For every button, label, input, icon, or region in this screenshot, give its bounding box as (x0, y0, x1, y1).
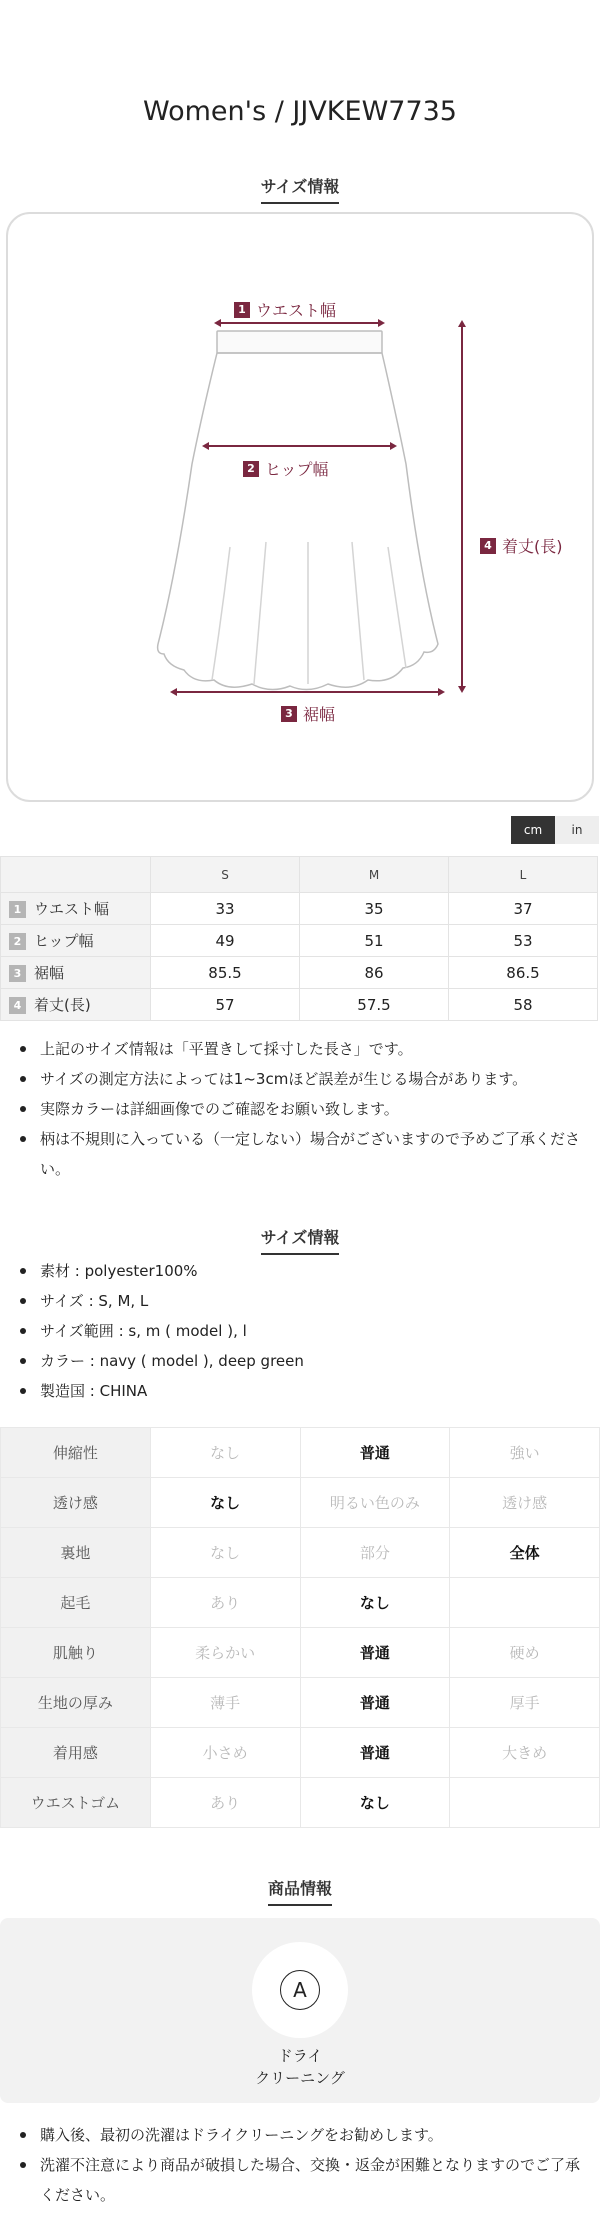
hip-text: ヒップ幅 (265, 460, 329, 479)
list-item: 製造国 : CHINA (0, 1376, 600, 1406)
row-number: 3 (9, 965, 26, 982)
row-label-text: 裾幅 (34, 964, 65, 982)
feature-label: ウエストゴム (1, 1778, 151, 1828)
row-label (1, 893, 151, 925)
table-cell: 86 (300, 957, 449, 989)
list-item: 上記のサイズ情報は「平置きして採寸した長さ」です。 (0, 1034, 600, 1064)
table-cell: 33 (151, 893, 300, 925)
feature-row (1, 1578, 600, 1628)
feature-option-selected: 全体 (450, 1528, 600, 1578)
row-label (1, 957, 151, 989)
table-cell: 58 (449, 989, 598, 1021)
table-row (1, 893, 598, 925)
feature-row (1, 1678, 600, 1728)
feature-option: あり (150, 1578, 300, 1628)
feature-option: 柔らかい (150, 1628, 300, 1678)
feature-label: 裏地 (1, 1528, 151, 1578)
feature-option: 硬め (450, 1628, 600, 1678)
feature-row (1, 1778, 600, 1828)
feature-option-selected: 普通 (300, 1628, 450, 1678)
waist-text: ウエスト幅 (256, 301, 337, 320)
feature-label: 透け感 (1, 1478, 151, 1528)
feature-option: あり (150, 1778, 300, 1828)
feature-option: なし (150, 1528, 300, 1578)
list-item: サイズの測定方法によっては1~3cmほど誤差が生じる場合があります。 (0, 1064, 600, 1094)
feature-label: 伸縮性 (1, 1428, 151, 1478)
feature-row (1, 1428, 600, 1478)
table-row (1, 957, 598, 989)
spec-list (0, 1256, 600, 1406)
feature-option: 大きめ (450, 1728, 600, 1778)
row-number: 1 (9, 901, 26, 918)
skirt-outline (158, 331, 438, 690)
unit-cm-button[interactable]: cm (511, 816, 555, 844)
care-label (0, 2045, 600, 2089)
size-table-corner (1, 857, 151, 893)
size-notes (0, 1034, 600, 1184)
waist-label (234, 298, 336, 321)
size-table-header (1, 857, 598, 893)
list-item: 購入後、最初の洗濯はドライクリーニングをお勧めします。 (0, 2120, 600, 2150)
feature-option: 厚手 (450, 1678, 600, 1728)
list-item: 洗濯不注意により商品が破損した場合、交換・返金が困難となりますのでご了承ください。 (0, 2150, 600, 2210)
length-number: 4 (480, 538, 496, 554)
feature-option: なし (150, 1428, 300, 1478)
table-cell: 57 (151, 989, 300, 1021)
size-info-heading: サイズ情報 (0, 174, 600, 204)
product-notes (0, 2120, 600, 2210)
feature-option (450, 1778, 600, 1828)
feature-option-selected: 普通 (300, 1428, 450, 1478)
feature-row (1, 1728, 600, 1778)
row-label-text: ヒップ幅 (34, 932, 94, 950)
table-cell: 37 (449, 893, 598, 925)
hem-label (281, 702, 335, 725)
feature-option (450, 1578, 600, 1628)
care-box (0, 1918, 600, 2103)
row-label-text: ウエスト幅 (34, 900, 110, 918)
size-header-m: M (300, 857, 449, 893)
table-cell: 51 (300, 925, 449, 957)
table-cell: 57.5 (300, 989, 449, 1021)
feature-option: 透け感 (450, 1478, 600, 1528)
table-cell: 49 (151, 925, 300, 957)
feature-row (1, 1478, 600, 1528)
feature-option: 小さめ (150, 1728, 300, 1778)
size-table (0, 856, 598, 1021)
list-item: サイズ範囲 : s, m ( model ), l (0, 1316, 600, 1346)
product-info-heading: 商品情報 (0, 1876, 600, 1906)
hem-text: 裾幅 (303, 705, 336, 724)
feature-option-selected: なし (300, 1778, 450, 1828)
row-number: 2 (9, 933, 26, 950)
hip-number: 2 (243, 461, 259, 477)
care-label-line2: クリーニング (255, 2069, 345, 2087)
feature-option: 部分 (300, 1528, 450, 1578)
waist-number: 1 (234, 302, 250, 318)
feature-label: 起毛 (1, 1578, 151, 1628)
size-header-l: L (449, 857, 598, 893)
unit-in-button[interactable]: in (555, 816, 599, 844)
care-label-line1: ドライ (277, 2047, 323, 2065)
size-header-s: S (151, 857, 300, 893)
feature-option: 強い (450, 1428, 600, 1478)
feature-table (0, 1427, 600, 1828)
table-cell: 53 (449, 925, 598, 957)
feature-label: 着用感 (1, 1728, 151, 1778)
page-title: Women's / JJVKEW7735 (143, 96, 457, 127)
table-row (1, 925, 598, 957)
list-item: サイズ : S, M, L (0, 1286, 600, 1316)
list-item: カラー : navy ( model ), deep green (0, 1346, 600, 1376)
row-number: 4 (9, 997, 26, 1014)
feature-option-selected: なし (150, 1478, 300, 1528)
feature-option: 薄手 (150, 1678, 300, 1728)
spec-heading: サイズ情報 (0, 1225, 600, 1255)
feature-option-selected: 普通 (300, 1728, 450, 1778)
list-item: 素材 : polyester100% (0, 1256, 600, 1286)
table-cell: 86.5 (449, 957, 598, 989)
list-item: 実際カラーは詳細画像でのご確認をお願い致します。 (0, 1094, 600, 1124)
dry-clean-icon: A (280, 1970, 320, 2010)
unit-toggle (511, 816, 599, 844)
table-cell: 35 (300, 893, 449, 925)
table-cell: 85.5 (151, 957, 300, 989)
table-row (1, 989, 598, 1021)
row-label (1, 989, 151, 1021)
length-text: 着丈(長) (502, 537, 563, 556)
feature-option: 明るい色のみ (300, 1478, 450, 1528)
measurement-lines (170, 319, 466, 696)
skirt-diagram-card (6, 212, 594, 802)
feature-row (1, 1528, 600, 1578)
row-label (1, 925, 151, 957)
row-label-text: 着丈(長) (34, 996, 91, 1014)
hip-label (243, 457, 329, 480)
hem-number: 3 (281, 706, 297, 722)
feature-option-selected: なし (300, 1578, 450, 1628)
feature-label: 肌触り (1, 1628, 151, 1678)
care-circle (252, 1942, 348, 2038)
length-label (480, 534, 563, 557)
feature-option-selected: 普通 (300, 1678, 450, 1728)
feature-row (1, 1628, 600, 1678)
feature-label: 生地の厚み (1, 1678, 151, 1728)
list-item: 柄は不規則に入っている（一定しない）場合がございますので予めご了承ください。 (0, 1124, 600, 1184)
